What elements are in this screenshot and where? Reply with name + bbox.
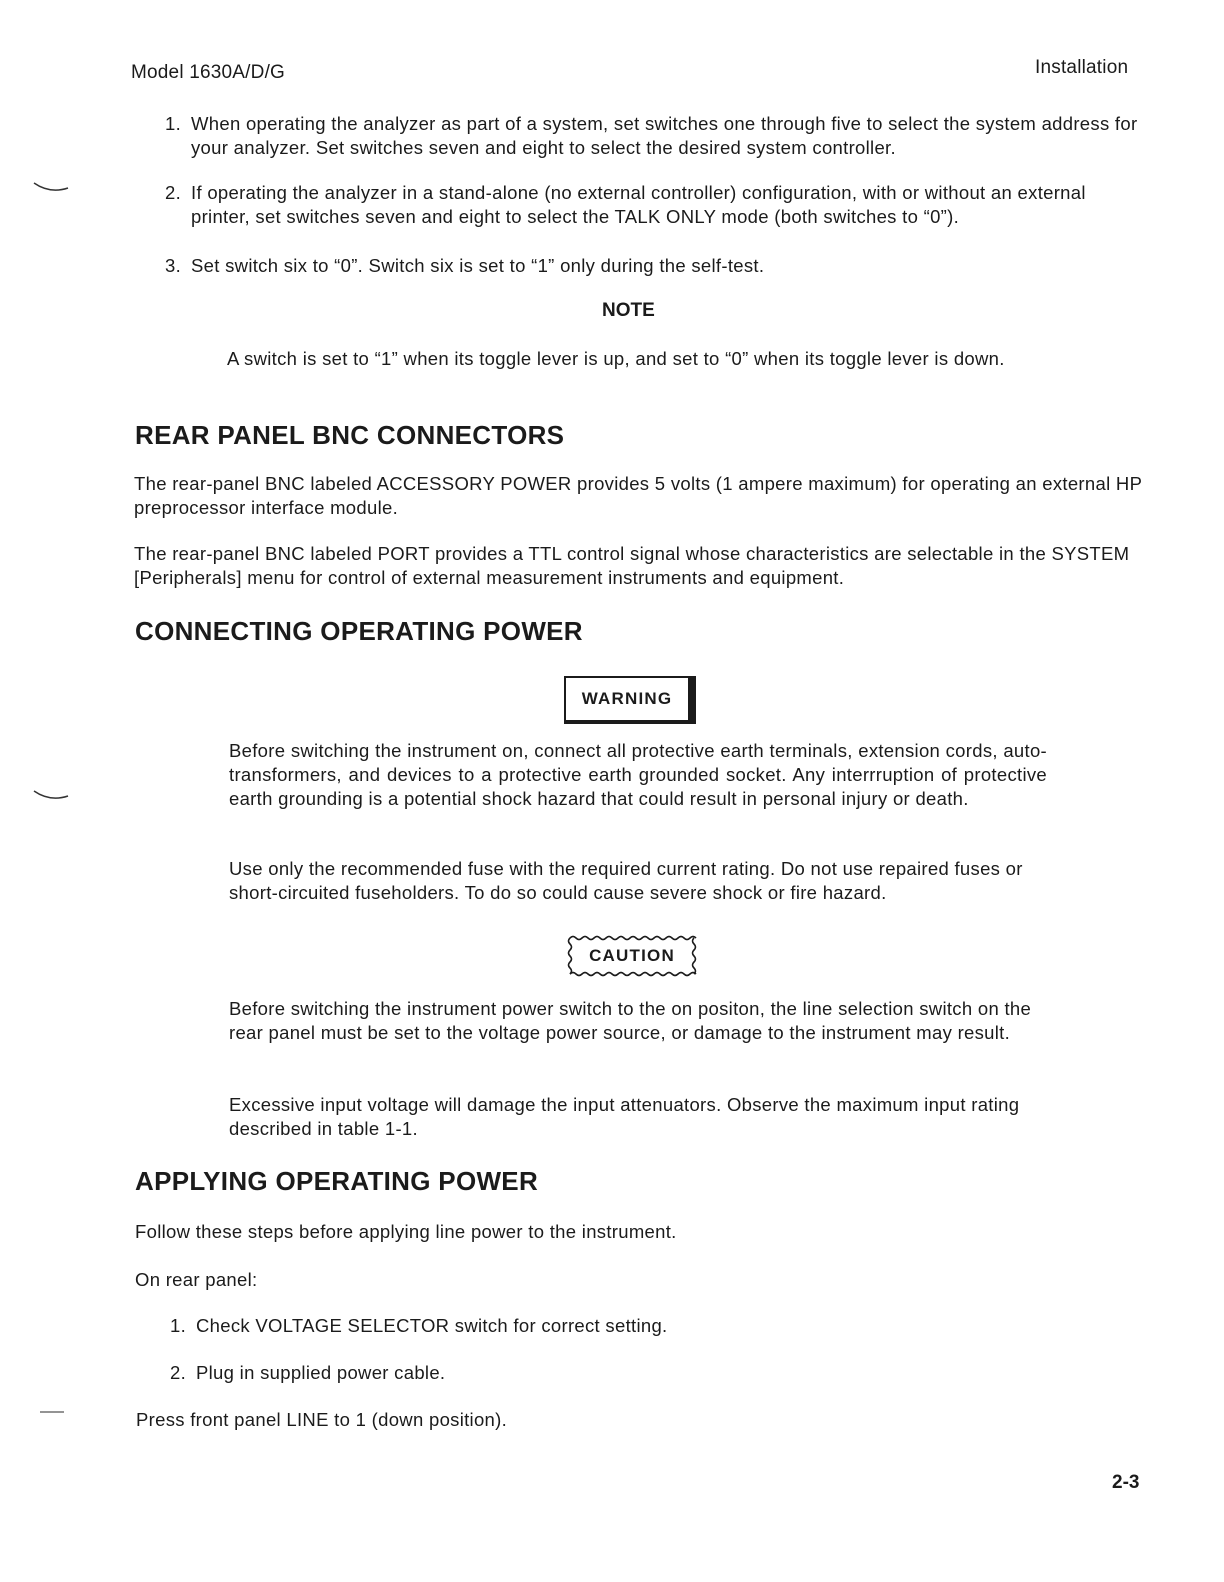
- rear-panel-para-2: The rear-panel BNC labeled PORT provides a TTL control signal whose characteristics are selectable in the SYSTEM [Peripherals] menu for control of external measurement instruments and equipment.: [134, 543, 1130, 588]
- warning-para-1: Before switching the instrument on, connect all protective earth terminals, extension cords, auto-transformers, and devices to a protective earth grounded socket. Any interrruption of protective earth grounding is a potential shock hazard that could result in personal injury or death.: [229, 740, 1047, 809]
- warning-label: WARNING: [581, 689, 673, 708]
- step-number: 1.: [170, 1315, 187, 1336]
- caution-para-1: Before switching the instrument power switch to the on positon, the line selection switch on the rear panel must be set to the voltage power source, or damage to the instrument may result.: [229, 998, 1032, 1043]
- step-text: If operating the analyzer in a stand-alone (no external controller) configuration, with or without an external printer, set switches seven and eight to select the TALK ONLY mode (both switches to “0”).: [191, 182, 1086, 227]
- caution-label: CAUTION: [589, 946, 675, 965]
- section-heading-applying: APPLYING OPERATING POWER: [135, 1166, 539, 1196]
- caution-box: [566, 934, 698, 978]
- step-text: Check VOLTAGE SELECTOR switch for correct setting.: [196, 1315, 668, 1336]
- step-text: When operating the analyzer as part of a system, set switches one through five to select the system address for your analyzer. Set switches seven and eight to select the desired system controller.: [191, 113, 1138, 158]
- applying-on-rear: On rear panel:: [135, 1269, 258, 1290]
- header-model: Model 1630A/D/G: [131, 62, 286, 83]
- step-number: 2.: [170, 1362, 187, 1383]
- section-heading-rear-panel: REAR PANEL BNC CONNECTORS: [135, 420, 565, 450]
- step-text: Set switch six to “0”. Switch six is set to “1” only during the self-test.: [191, 255, 765, 276]
- margin-mark-2: [32, 788, 72, 802]
- step-text: Plug in supplied power cable.: [196, 1362, 446, 1383]
- step-number: 2.: [165, 182, 182, 203]
- applying-final: Press front panel LINE to 1 (down position).: [136, 1409, 508, 1430]
- note-heading: NOTE: [602, 300, 655, 321]
- applying-intro: Follow these steps before applying line power to the instrument.: [135, 1221, 677, 1242]
- section-heading-connecting: CONNECTING OPERATING POWER: [135, 616, 583, 646]
- warning-para-2: Use only the recommended fuse with the required current rating. Do not use repaired fuses or short-circuited fuseholders. To do so could cause severe shock or fire hazard.: [229, 858, 1023, 903]
- header-section: Installation: [1035, 57, 1129, 78]
- margin-mark-1: [32, 180, 72, 194]
- step-number: 3.: [165, 255, 182, 276]
- warning-box: [564, 676, 696, 724]
- caution-para-2: Excessive input voltage will damage the input attenuators. Observe the maximum input rating described in table 1-1.: [229, 1094, 1020, 1139]
- rear-panel-para-1: The rear-panel BNC labeled ACCESSORY POWER provides 5 volts (1 ampere maximum) for operating an external HP preprocessor interface module.: [134, 473, 1142, 518]
- margin-mark-3: [38, 1409, 68, 1415]
- page-number: 2-3: [1112, 1472, 1140, 1493]
- step-number: 1.: [165, 113, 182, 134]
- note-text: A switch is set to “1” when its toggle lever is up, and set to “0” when its toggle lever is down.: [227, 348, 1005, 369]
